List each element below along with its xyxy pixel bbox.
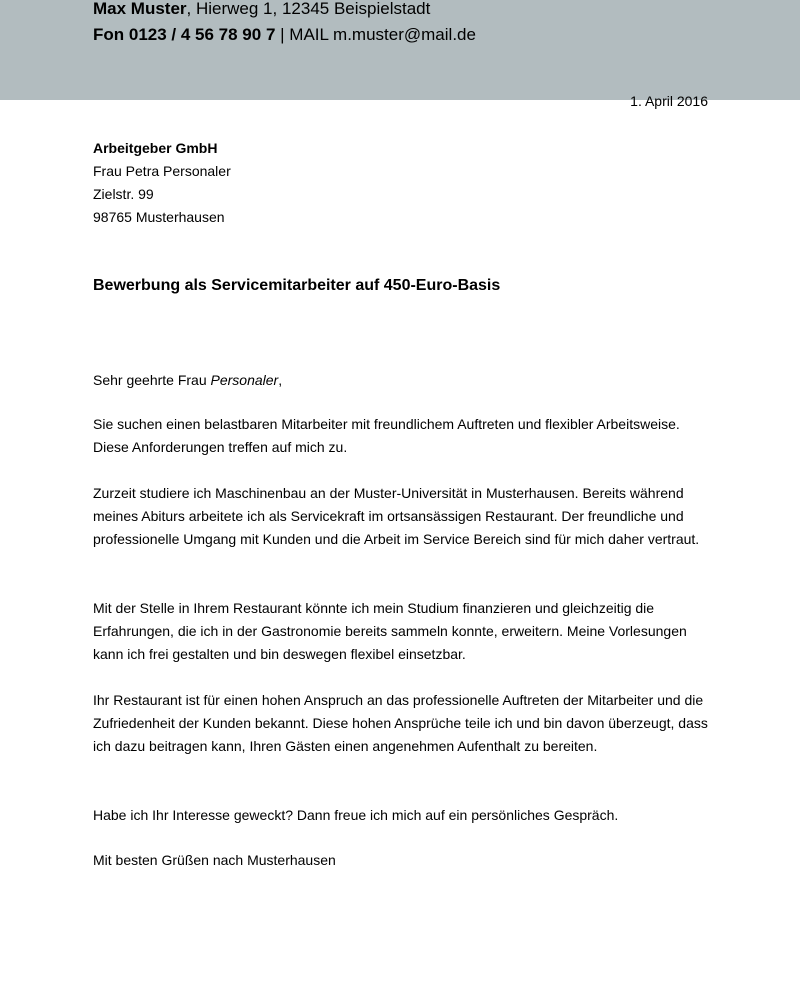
salutation-suffix: , [278,372,283,388]
paragraph-text: Ihr Restaurant ist für einen hohen Anspruch an das professionelle Auftreten der Mitarbeiter und die Zufriedenheit der Kunden bekannt. Diese hohen Ansprüche teile ich und bin davon überzeugt, dass ich dazu beitragen kann, Ihren Gästen einen angenehmen Aufenthalt zu bereiten. [93,692,708,754]
paragraph-3 [93,597,718,666]
letter-date: 1. April 2016 [630,93,708,109]
sender-mail: MAIL m.muster@mail.de [289,25,476,44]
recipient-street: Zielstr. 99 [93,186,154,202]
paragraph-4 [93,689,718,758]
sender-phone: Fon 0123 / 4 56 78 90 7 [93,25,276,44]
recipient-city: 98765 Musterhausen [93,209,225,225]
contact-separator: | [275,25,290,44]
letterhead-band [0,0,800,100]
sender-address: , Hierweg 1, 12345 Beispielstadt [186,0,431,18]
recipient-address [93,137,231,229]
paragraph-5 [93,804,718,827]
sender-name-address [93,0,430,20]
paragraph-text: Zurzeit studiere ich Maschinenbau an der Muster-Universität in Musterhausen. Bereits während meines Abiturs arbeitete ich als Servicekraft im ortsansässigen Restaurant. Der freundliche und professionelle Umgang mit Kunden und die Arbeit im Service Bereich sind für mich daher vertraut. [93,485,700,547]
closing-line: Mit besten Grüßen nach Musterhausen [93,852,336,868]
sender-name: Max Muster [93,0,187,18]
recipient-company: Arbeitgeber GmbH [93,140,218,156]
paragraph-2 [93,482,718,551]
paragraph-1 [93,413,718,459]
salutation [93,369,718,392]
paragraph-text: Sie suchen einen belastbaren Mitarbeiter mit freundlichem Auftreten und flexibler Arbeitsweise. Diese Anforderungen treffen auf mich zu. [93,416,680,455]
recipient-contact: Frau Petra Personaler [93,163,231,179]
paragraph-text: Habe ich Ihr Interesse geweckt? Dann freue ich mich auf ein persönliches Gespräch. [93,807,619,823]
letter-subject: Bewerbung als Servicemitarbeiter auf 450-Euro-Basis [93,277,501,294]
paragraph-text: Mit der Stelle in Ihrem Restaurant könnte ich mein Studium finanzieren und gleichzeitig die Erfahrungen, die ich in der Gastronomie bereits sammeln konnte, erweitern. Meine Vorlesungen kann ich frei gestalten und bin deswegen flexibel einsetzbar. [93,600,687,662]
salutation-prefix: Sehr geehrte Frau [93,372,211,388]
sender-contact [93,24,476,46]
salutation-name: Personaler [210,372,279,388]
